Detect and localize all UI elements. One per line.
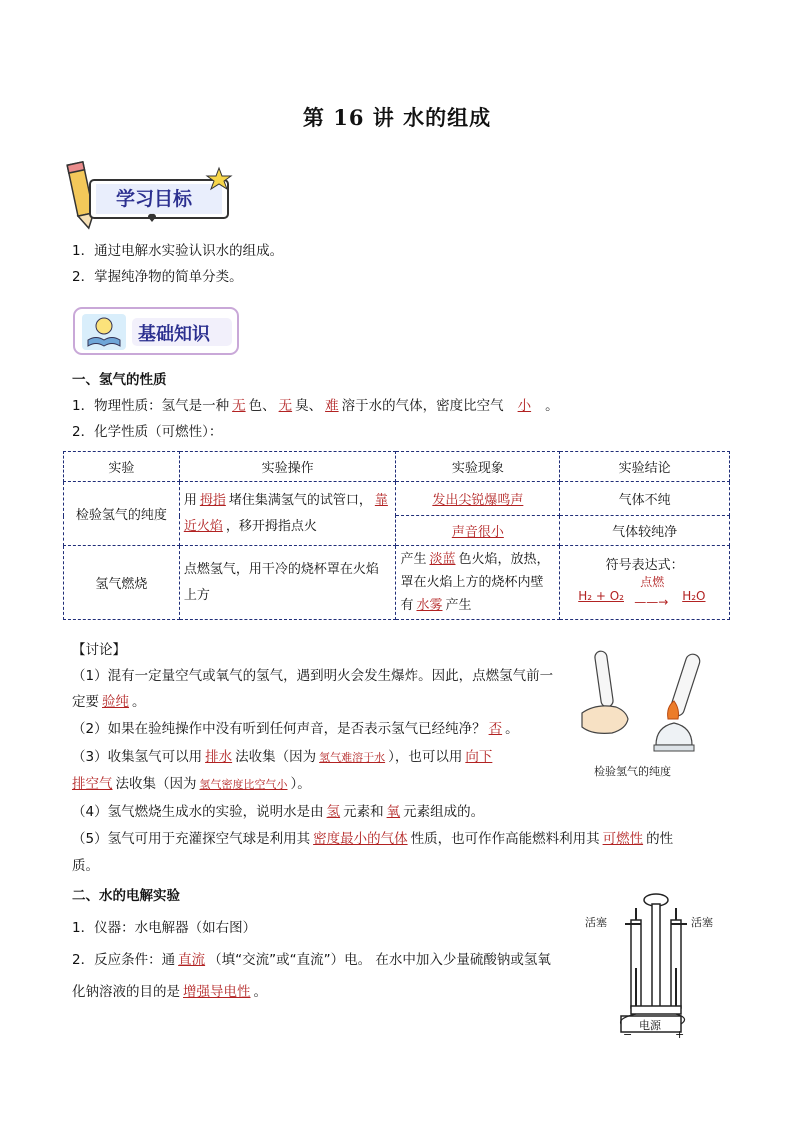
table-cell: 用 拇指 堵住集满氢气的试管口， 靠近火焰 ，移开拇指点火 bbox=[179, 482, 396, 546]
knowledge-badge bbox=[72, 306, 242, 358]
table-header: 实验操作 bbox=[179, 452, 396, 482]
chemical-property: 2．化学性质（可燃性）： bbox=[72, 424, 223, 440]
discussion-q4: （4）氢气燃烧生成水的实验，说明水是由 氢 元素和 氧 元素组成的。 bbox=[72, 804, 485, 820]
table-header: 实验 bbox=[64, 452, 180, 482]
section-heading: 一、氢气的性质 bbox=[72, 372, 167, 388]
discussion-q3: （3）收集氢气可以用 排水 法收集（因为 氢气难溶于水 ），也可以用 向下 bbox=[72, 749, 493, 765]
right-stopcock-label: 活塞 bbox=[691, 916, 713, 929]
physical-property: 1．物理性质：氢气是一种 无 色、 无 臭、 难 溶于水的气体，密度比空气 小 。 bbox=[72, 398, 559, 414]
experiment-table bbox=[63, 451, 730, 620]
goals-badge bbox=[66, 156, 241, 230]
purity-test-figure bbox=[576, 645, 726, 780]
figure-caption: 检验氢气的纯度 bbox=[594, 765, 671, 778]
power-supply-label: 电源 bbox=[639, 1019, 661, 1032]
table-cell: 气体不纯 bbox=[560, 482, 730, 516]
table-cell: 氢气燃烧 bbox=[64, 546, 180, 620]
table-cell: 产生 淡蓝 色火焰，放热，罩在火焰上方的烧杯内壁有 水雾 产生 bbox=[396, 546, 560, 620]
discussion-heading: 【讨论】 bbox=[72, 642, 126, 658]
discussion-q2: （2）如果在验纯操作中没有听到任何声音，是否表示氢气已经纯净？ 否 。 bbox=[72, 721, 519, 737]
goals-badge-label: 学习目标 bbox=[116, 188, 193, 210]
goal-item: 2．掌握纯净物的简单分类。 bbox=[72, 269, 243, 285]
table-cell: 声音很小 bbox=[396, 516, 560, 546]
discussion-q5-cont: 质。 bbox=[72, 858, 99, 874]
test-tube-hand-illustration bbox=[576, 645, 726, 757]
table-cell: 气体较纯净 bbox=[560, 516, 730, 546]
electrolysis-apparatus: 1．仪器：水电解器（如右图） bbox=[72, 920, 257, 936]
table-cell: 发出尖锐爆鸣声 bbox=[396, 482, 560, 516]
discussion-q5: （5）氢气可用于充灌探空气球是利用其 密度最小的气体 性质，也可作作高能燃料利用其 可燃性 的性 bbox=[72, 831, 674, 847]
table-header: 实验结论 bbox=[560, 452, 730, 482]
electrolysis-figure bbox=[585, 888, 727, 1040]
table-header: 实验现象 bbox=[396, 452, 560, 482]
table-cell: 点燃氢气，用干冷的烧杯罩在火焰上方 bbox=[179, 546, 396, 620]
section-heading: 二、水的电解实验 bbox=[72, 888, 180, 904]
combustion-equation: H₂ + O₂ 点燃 ——→ H₂O bbox=[578, 575, 706, 609]
table-cell: 符号表达式： H₂ + O₂ 点燃 ——→ H₂O bbox=[560, 546, 730, 620]
discussion-q3-cont: 排空气 法收集（因为 氢气密度比空气小 ）。 bbox=[72, 776, 311, 792]
positive-terminal-label: + bbox=[675, 1028, 685, 1041]
goal-item: 1．通过电解水实验认识水的组成。 bbox=[72, 243, 284, 259]
negative-terminal-label: − bbox=[623, 1028, 633, 1041]
discussion-q1: （1）混有一定量空气或氧气的氢气，遇到明火会发生爆炸。因此，点燃氢气前一 bbox=[72, 668, 554, 684]
page-title: 第 16 讲 水的组成 bbox=[302, 105, 492, 130]
left-stopcock-label: 活塞 bbox=[585, 916, 607, 929]
electrolysis-condition: 2．反应条件：通 直流 （填“交流”或“直流”）电。 在水中加入少量硫酸钠或氢氧 bbox=[72, 952, 551, 968]
discussion-q1-cont: 定要 验纯 。 bbox=[72, 694, 146, 710]
knowledge-badge-label: 基础知识 bbox=[138, 324, 210, 345]
electrolysis-purpose: 化钠溶液的目的是 增强导电性 。 bbox=[72, 984, 267, 1000]
table-cell: 检验氢气的纯度 bbox=[64, 482, 180, 546]
